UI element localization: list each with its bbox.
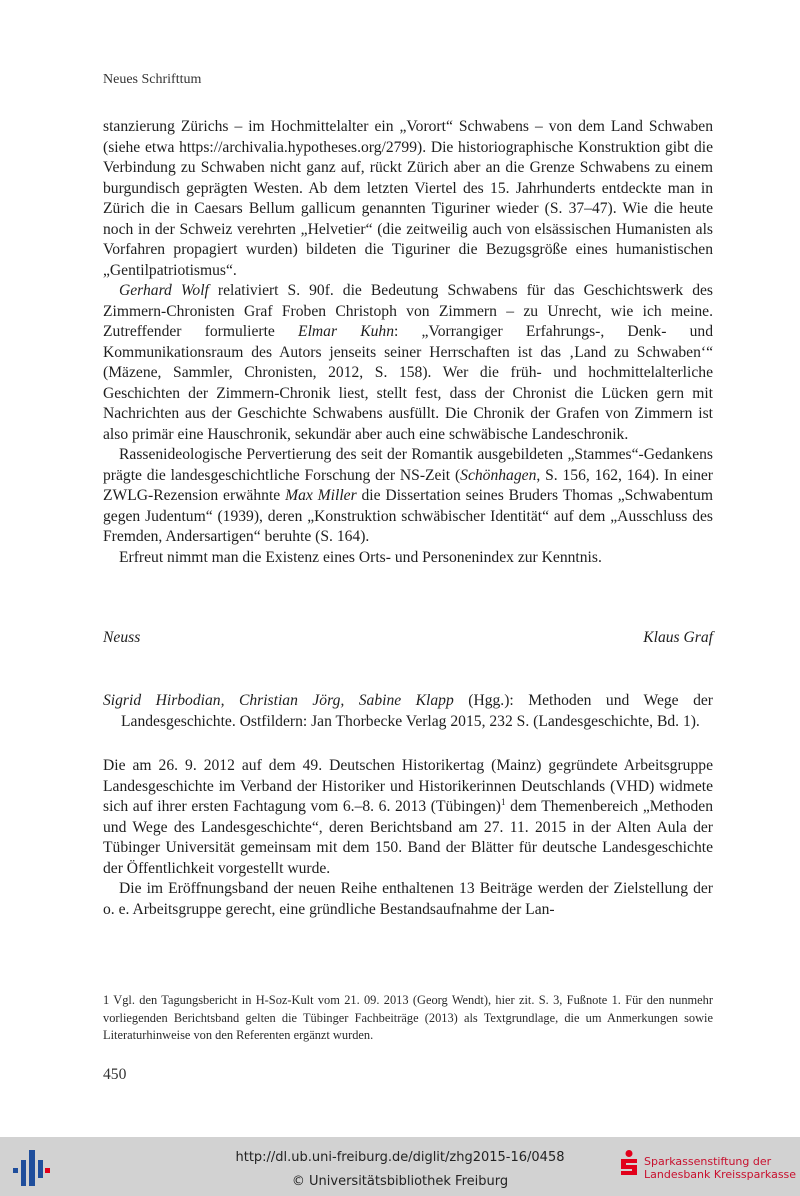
text-run: die Dissertation seines Bruders Thomas „Schwabentum gegen Judentum“ (1939), deren „Konstruktion schwäbischer Identität“ auf dem „Ausschluss des Fremden, Andersartigen“ beruhte (S. 164). (103, 487, 713, 545)
review-authors: Sigrid Hirbodian, Christian Jörg, Sabine Klapp (103, 692, 454, 709)
text-run: Rassenideologische Pervertierung des seit der Romantik ausgebildeten „Stammes“-Gedankens prägte die landesgeschichtliche Forschung der NS-Zeit ( (103, 446, 713, 484)
paragraph (103, 756, 713, 879)
review-signature (103, 629, 713, 647)
sponsor-line: Sparkassenstiftung der (644, 1155, 772, 1168)
paragraph: stanzierung Zürichs – im Hochmittelalter ein „Vorort“ Schwabens – von dem Land Schwaben (siehe etwa https://archivalia.hypotheses.org/2799). Die historiographische Konstruktion gibt die Verbindung zu Schwaben nicht ganz auf, rückt Zürich aber an die Grenze Schwabens zu einem burgundisch geprägten Westen. Ab dem letzten Viertel des 15. Jahrhunderts entdeckte man in Zürich die in Caesars Bellum gallicum genannten Tiguriner wieder (S. 37–47). Wie die heute noch in der Schweiz verehrten „Helvetier“ (die zeitweilig auch von elsässischen Humanisten als Vorfahren propagiert wurden) bildeten die Tiguriner die Bezugsgröße eines humanistischen „Gentilpatriotismus“. (103, 118, 713, 279)
person-name: Max Miller (285, 487, 357, 504)
page-number: 450 (103, 1066, 127, 1083)
permalink-url[interactable]: http://dl.ub.uni-freiburg.de/diglit/zhg2015-16/0458 (235, 1150, 565, 1165)
person-name: Elmar Kuhn (298, 323, 395, 340)
review-citation: (Hgg.): Methoden und Wege der Landesgeschichte. Ostfildern: Jan Thorbecke Verlag 2015, 232 S. (Landesgeschichte, Bd. 1). (121, 692, 713, 730)
signature-reviewer: Klaus Graf (643, 629, 713, 646)
paragraph (103, 281, 713, 445)
viewer-footer (0, 1137, 800, 1196)
person-name: Schönhagen (460, 466, 537, 484)
sponsor-name[interactable] (644, 1155, 796, 1181)
text-run: Die am 26. 9. 2012 auf dem 49. Deutschen Historikertag (Mainz) gegründete Arbeitsgruppe Landesgeschichte im Verband der Historiker und Historikerinnen Deutschlands (VHD) widmete sich auf ihrer ersten Fachtagung vom 6.–8. 6. 2013 (Tübingen) (103, 757, 713, 815)
review-bibliographic-header (103, 691, 713, 732)
text-run: : „Vorrangiger Erfahrungs-, Denk- und Kommunikationsraum des Autors jenseits seiner Herrschaften ist das ‚Land zu Schwaben‘“ (Mäzene, Sammler, Chronisten, 2012, S. 158). Wer die früh- und hochmittelalterliche Geschichten der Zimmern-Chronik liest, stellt fest, dass der Chronist die Lücken gern mit Nachrichten aus der Geschichte Schwabens ausfüllt. Die Chronik der Grafen von Zimmern ist also primär eine Hauschronik, sekundär aber auch eine schwäbische Landeschronik. (103, 323, 713, 443)
sparkasse-logo-icon[interactable] (618, 1149, 640, 1179)
paragraph: Die im Eröffnungsband der neuen Reihe enthaltenen 13 Beiträge werden der Zielstellung der o. e. Arbeitsgruppe gerecht, eine gründliche Bestandsaufnahme der Lan- (103, 880, 713, 918)
person-name: Gerhard Wolf (119, 282, 209, 299)
paragraph (103, 445, 713, 548)
text-run: dem Themenbereich „Methoden und Wege des Landesgeschichte“, deren Berichtsband am 27. 11. 2015 in der Alten Aula der Tübinger Universität gemeinsam mit dem 150. Band der Blätter für deutsche Landesgeschichte der Öffentlichkeit vorgestellt wurde. (103, 798, 713, 877)
signature-place: Neuss (103, 629, 141, 646)
footnote: 1 Vgl. den Tagungsbericht in H-Soz-Kult vom 21. 09. 2013 (Georg Wendt), hier zit. S. 3, Fußnote 1. Für den nunmehr vorliegenden Berichtsband gelten die Tübinger Fachbeiträge (2013) als Textgrundlage, die um Anmerkungen sowie Literaturhinweise von den Referenten ergänzt wurden. (103, 993, 713, 1042)
copyright-notice: © Universitätsbibliothek Freiburg (291, 1174, 509, 1189)
footnote-marker[interactable]: 1 (500, 796, 506, 807)
sponsor-line: Landesbank Kreissparkasse (644, 1168, 797, 1181)
review-body (103, 756, 713, 920)
running-head: Neues Schrifttum (103, 72, 202, 87)
text-run: relativiert S. 90f. die Bedeutung Schwabens für das Geschichtswerk des Zimmern-Chronisten Graf Froben Christoph von Zimmern – zu Unrecht, wie ich meine. Zutreffender formulierte (103, 282, 713, 340)
text-run: , S. 156, 162, 164). In einer ZWLG-Rezension erwähnte (103, 466, 713, 504)
paragraph: Erfreut nimmt man die Existenz eines Orts- und Personenindex zur Kenntnis. (119, 548, 602, 566)
review-body-continued (103, 117, 713, 568)
